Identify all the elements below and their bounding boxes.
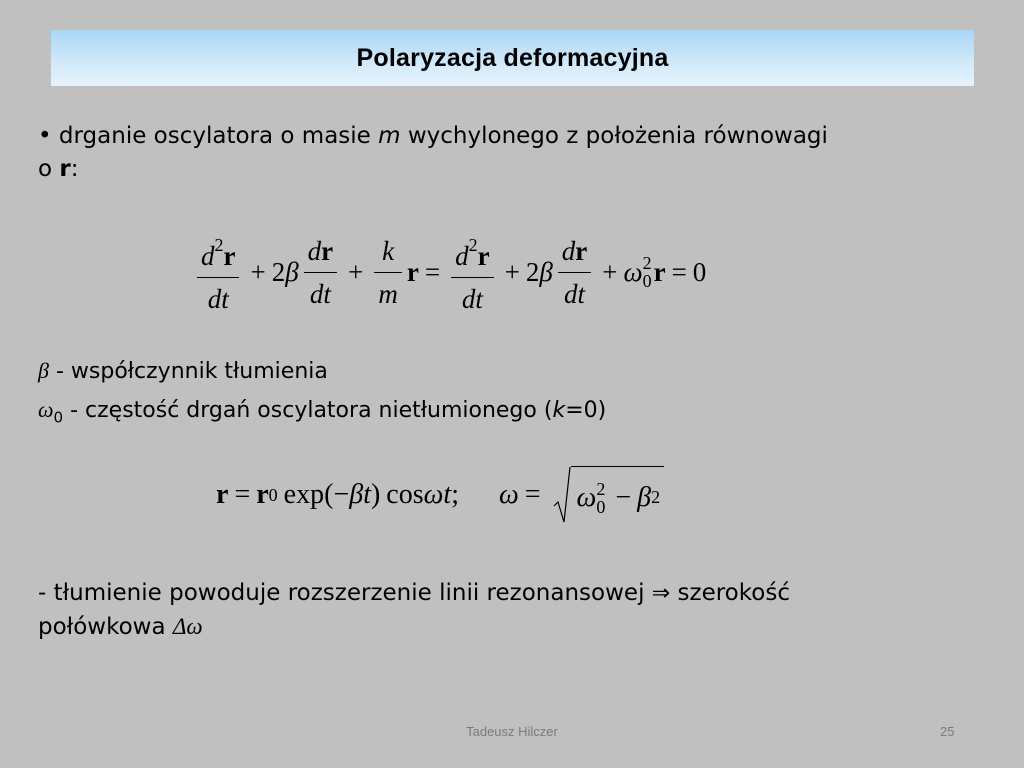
var-m: m — [378, 123, 401, 149]
footer-author: Tadeusz Hilczer — [466, 724, 558, 739]
definition-omega0: $\omega_0$ - częstość drgań oscylatora nietłumionego (k=0) — [38, 397, 607, 427]
frac-dr-dt-b: $\frac{dr}{dt}$ — [558, 234, 591, 311]
definition-beta: β - współczynnik tłumienia — [38, 358, 328, 384]
bullet-text-b: wychylonego z położenia równowagi — [400, 123, 828, 149]
frac-dr-dt: $\frac{dr}{dt}$ — [304, 234, 337, 311]
frac-d2r-dt2-b: $\frac{d^2r}{dt}$ — [451, 228, 493, 316]
frac-d2r-dt2: $\frac{d^2r}{dt}$ — [197, 228, 239, 316]
square-root: ω 2 0 − β 2 — [553, 466, 665, 524]
bullet-text-a: drganie oscylatora o masie — [58, 123, 379, 149]
definitions — [38, 352, 938, 436]
bullet-text-d: : — [70, 156, 79, 183]
damped-solution: r = r 0 exp( − β t ) cos ω t ; ω = ω 2 0 − β 2 — [216, 460, 816, 530]
slide-title-bar — [51, 30, 974, 86]
bullet-text-c: o — [38, 156, 60, 183]
bullet-linewidth: - tłumienie powoduje rozszerzenie linii rezonansowej ⇒ szerokość połówkowa Δω — [38, 580, 790, 641]
slide-title: Polaryzacja deformacyjna — [356, 43, 669, 72]
bullet-dot: • — [38, 123, 52, 149]
var-r: r — [59, 156, 71, 183]
bullet-oscillator — [38, 120, 988, 187]
equation-of-motion: $\frac{d^2r}{dt}$ + 2 β $\frac{dr}{dt}$ + $\frac{k}{m}$ r = $\frac{d^2r}{dt}$ + 2 β $\frac{dr}{dt}$ + ω 2 0 r = 0 — [192, 222, 832, 322]
footer-page-number: 25 — [940, 724, 955, 739]
implies-arrow-icon: ⇒ — [651, 581, 671, 606]
frac-k-m: $\frac{k}{m}$ — [374, 234, 402, 311]
radical-sign-icon — [553, 466, 571, 524]
